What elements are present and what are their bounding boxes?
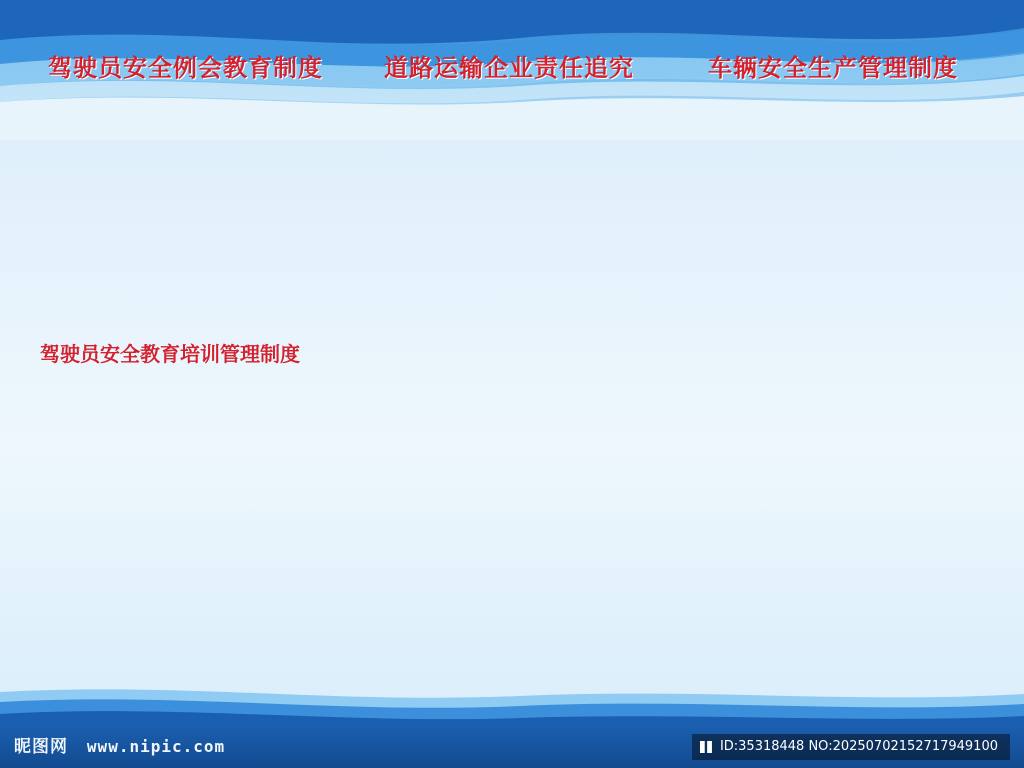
left-column <box>50 118 350 678</box>
left-second-heading: 驾驶员安全教育培训管理制度 <box>40 342 300 366</box>
image-id-box <box>692 734 1010 760</box>
header-row <box>0 52 1024 92</box>
image-id-text: ID:35318448 NO:20250702152717949100 <box>719 739 998 754</box>
middle-column <box>370 118 680 678</box>
heading-left: 驾驶员安全例会教育制度 <box>48 53 323 82</box>
right-column <box>700 118 1000 678</box>
footer-bar <box>0 726 1024 768</box>
watermark-brand: 昵图网 <box>14 737 68 757</box>
heading-right: 车辆安全生产管理制度 <box>708 53 958 82</box>
bottom-wave-decoration <box>0 682 1024 726</box>
heading-middle: 道路运输企业责任追究 <box>384 53 634 82</box>
watermark <box>14 734 225 760</box>
watermark-site: www.nipic.com <box>86 737 226 756</box>
